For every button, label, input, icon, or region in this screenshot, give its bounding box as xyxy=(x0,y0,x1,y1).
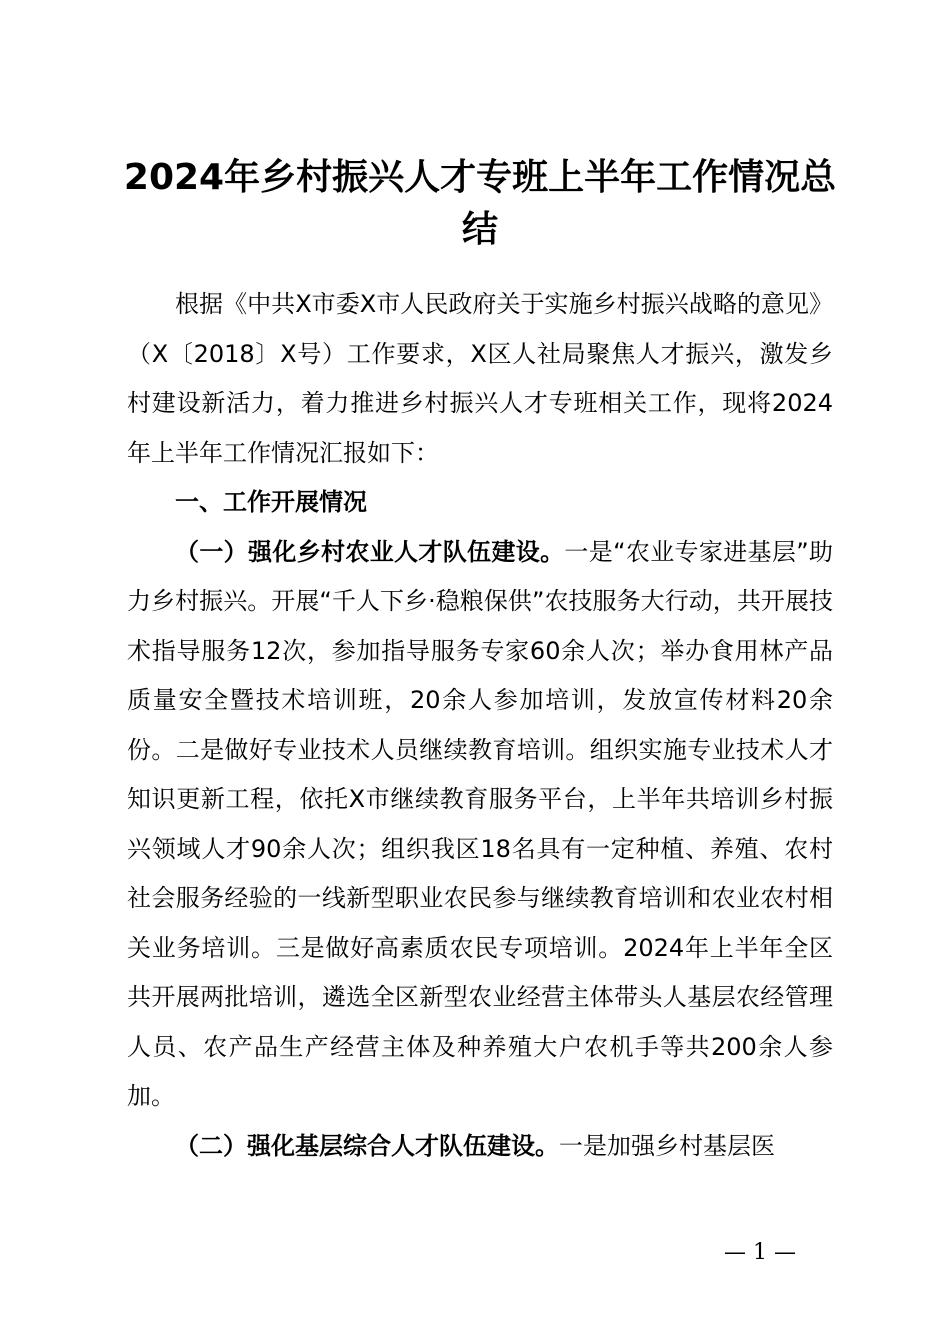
document-title: 2024年乡村振兴人才专班上半年工作情况总结 xyxy=(123,157,837,250)
page-number: — 1 — xyxy=(724,1240,796,1265)
subsection-body-2: 一是加强乡村基层医 xyxy=(559,1131,775,1160)
document-body xyxy=(127,280,833,1171)
intro-paragraph: 根据《中共X市委X市人民政府关于实施乡村振兴战略的意见》（X〔2018〕X号）工作要求，X区人社局聚焦人才振兴，激发乡村建设新活力，着力推进乡村振兴人才专班相关工作，现将2024年上半年工作情况汇报如下： xyxy=(127,290,833,467)
subsection-lead-1: （一）强化乡村农业人才队伍建设。 xyxy=(175,537,565,566)
subsection-paragraph-2 xyxy=(127,1122,833,1172)
subsection-paragraph-1 xyxy=(127,528,833,1122)
section-heading: 一、工作开展情况 xyxy=(175,488,367,516)
subsection-lead-2: （二）强化基层综合人才队伍建设。 xyxy=(175,1131,559,1160)
subsection-body-1: 一是“农业专家进基层”助力乡村振兴。开展“千人下乡·稳粮保供”农技服务大行动，共开展技术指导服务12次，参加指导服务专家60余人次；举办食用林产品质量安全暨技术培训班，20余人参加培训，发放宣传材料20余份。二是做好专业技术人员继续教育培训。组织实施专业技术人才知识更新工程，依托X市继续教育服务平台，上半年共培训乡村振兴领域人才90余人次；组织我区18名具有一定种植、养殖、农村社会服务经验的一线新型职业农民参与继续教育培训和农业农村相关业务培训。三是做好高素质农民专项培训。2024年上半年全区共开展两批培训，遴选全区新型农业经营主体带头人基层农经管理人员、农产品生产经营主体及种养殖大户农机手等共200余人参加。 xyxy=(127,537,833,1110)
